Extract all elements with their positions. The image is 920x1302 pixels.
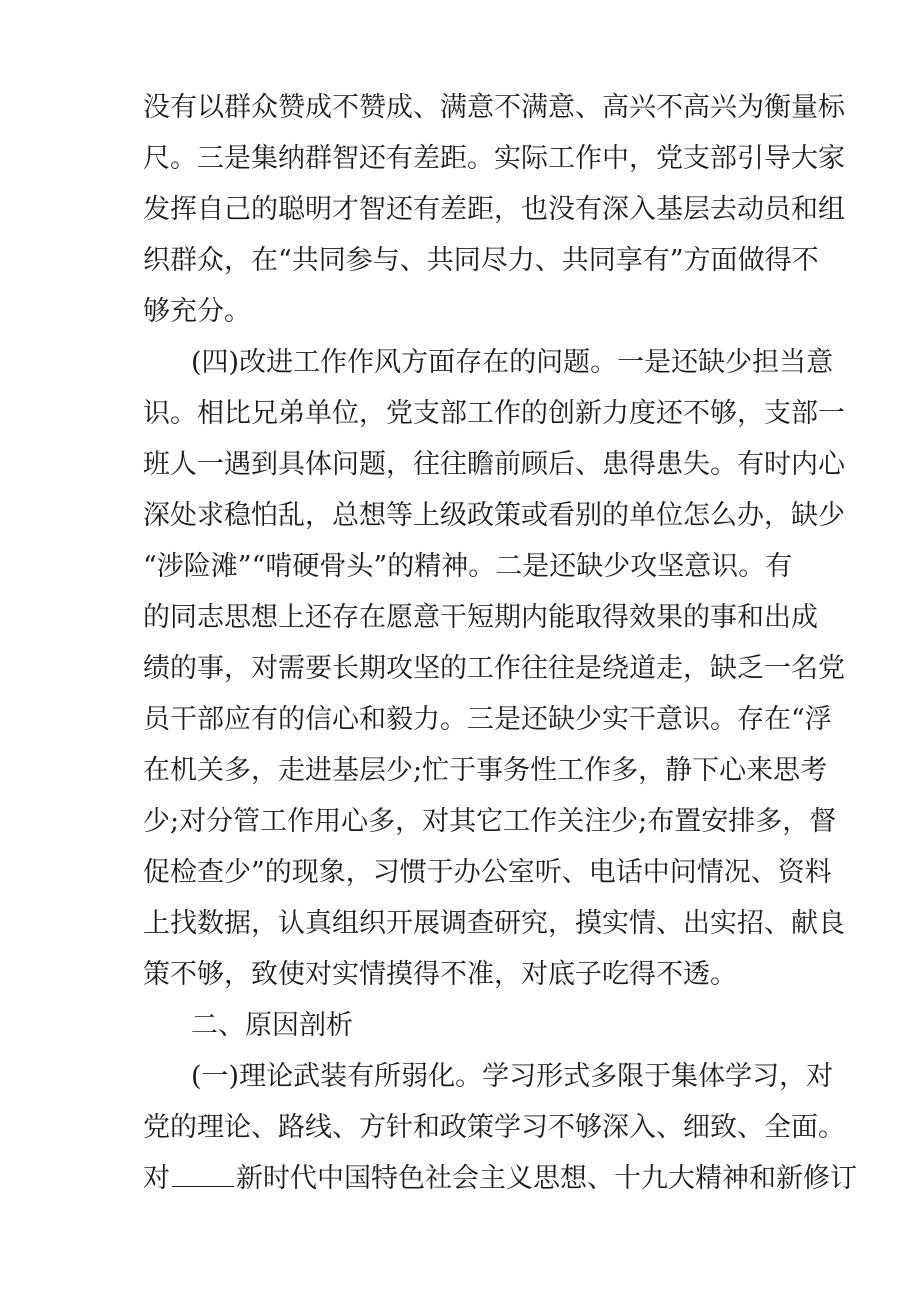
paragraph-line: 识。相比兄弟单位，党支部工作的创新力度还不够，支部一 [143,398,845,429]
paragraph-line: 党的理论、路线、方针和政策学习不够深入、细致、全面。 [143,1112,845,1143]
paragraph-line: 上找数据，认真组织开展调查研究，摸实情、出实招、献良 [143,908,845,939]
paragraph-line: “涉险滩”“啃硬骨头”的精神。二是还缺少攻坚意识。有 [143,551,793,582]
paragraph-line: 没有以群众赞成不赞成、满意不满意、高兴不高兴为衡量标 [143,92,845,123]
line-suffix: 新时代中国特色社会主义思想、十九大精神和新修订 [236,1163,857,1194]
paragraph-line: 员干部应有的信心和毅力。三是还缺少实干意识。存在“浮 [143,704,832,735]
paragraph-line: 绩的事，对需要长期攻坚的工作往往是绕道走，缺乏一名党 [143,653,845,684]
paragraph-line-with-blank [143,1159,857,1199]
paragraph-line: 尺。三是集纳群智还有差距。实际工作中，党支部引导大家 [143,143,845,174]
section-heading: 二、原因剖析 [191,1010,353,1041]
paragraph-line: 促检查少”的现象，习惯于办公室听、电话中问情况、资料 [143,857,832,888]
paragraph-line: 少;对分管工作用心多，对其它工作关注少;布置安排多，督 [143,806,837,837]
paragraph-line: 够充分。 [143,296,251,327]
paragraph-line: (四)改进工作作风方面存在的问题。一是还缺少担当意 [191,347,834,378]
paragraph-line: (一)理论武装有所弱化。学习形式多限于集体学习，对 [191,1061,834,1092]
paragraph-line: 班人一遇到具体问题，往往瞻前顾后、患得患失。有时内心 [143,449,845,480]
line-prefix: 对 [143,1163,170,1194]
paragraph-line: 的同志思想上还存在愿意干短期内能取得效果的事和出成 [143,602,818,633]
blank-underline [172,1160,234,1187]
paragraph-line: 织群众，在“共同参与、共同尽力、共同享有”方面做得不 [143,245,819,276]
paragraph-line: 策不够，致使对实情摸得不准，对底子吃得不透。 [143,959,737,990]
paragraph-line: 发挥自己的聪明才智还有差距，也没有深入基层去动员和组 [143,194,845,225]
paragraph-line: 深处求稳怕乱，总想等上级政策或看别的单位怎么办，缺少 [143,500,845,531]
paragraph-line: 在机关多，走进基层少;忙于事务性工作多，静下心来思考 [143,755,828,786]
